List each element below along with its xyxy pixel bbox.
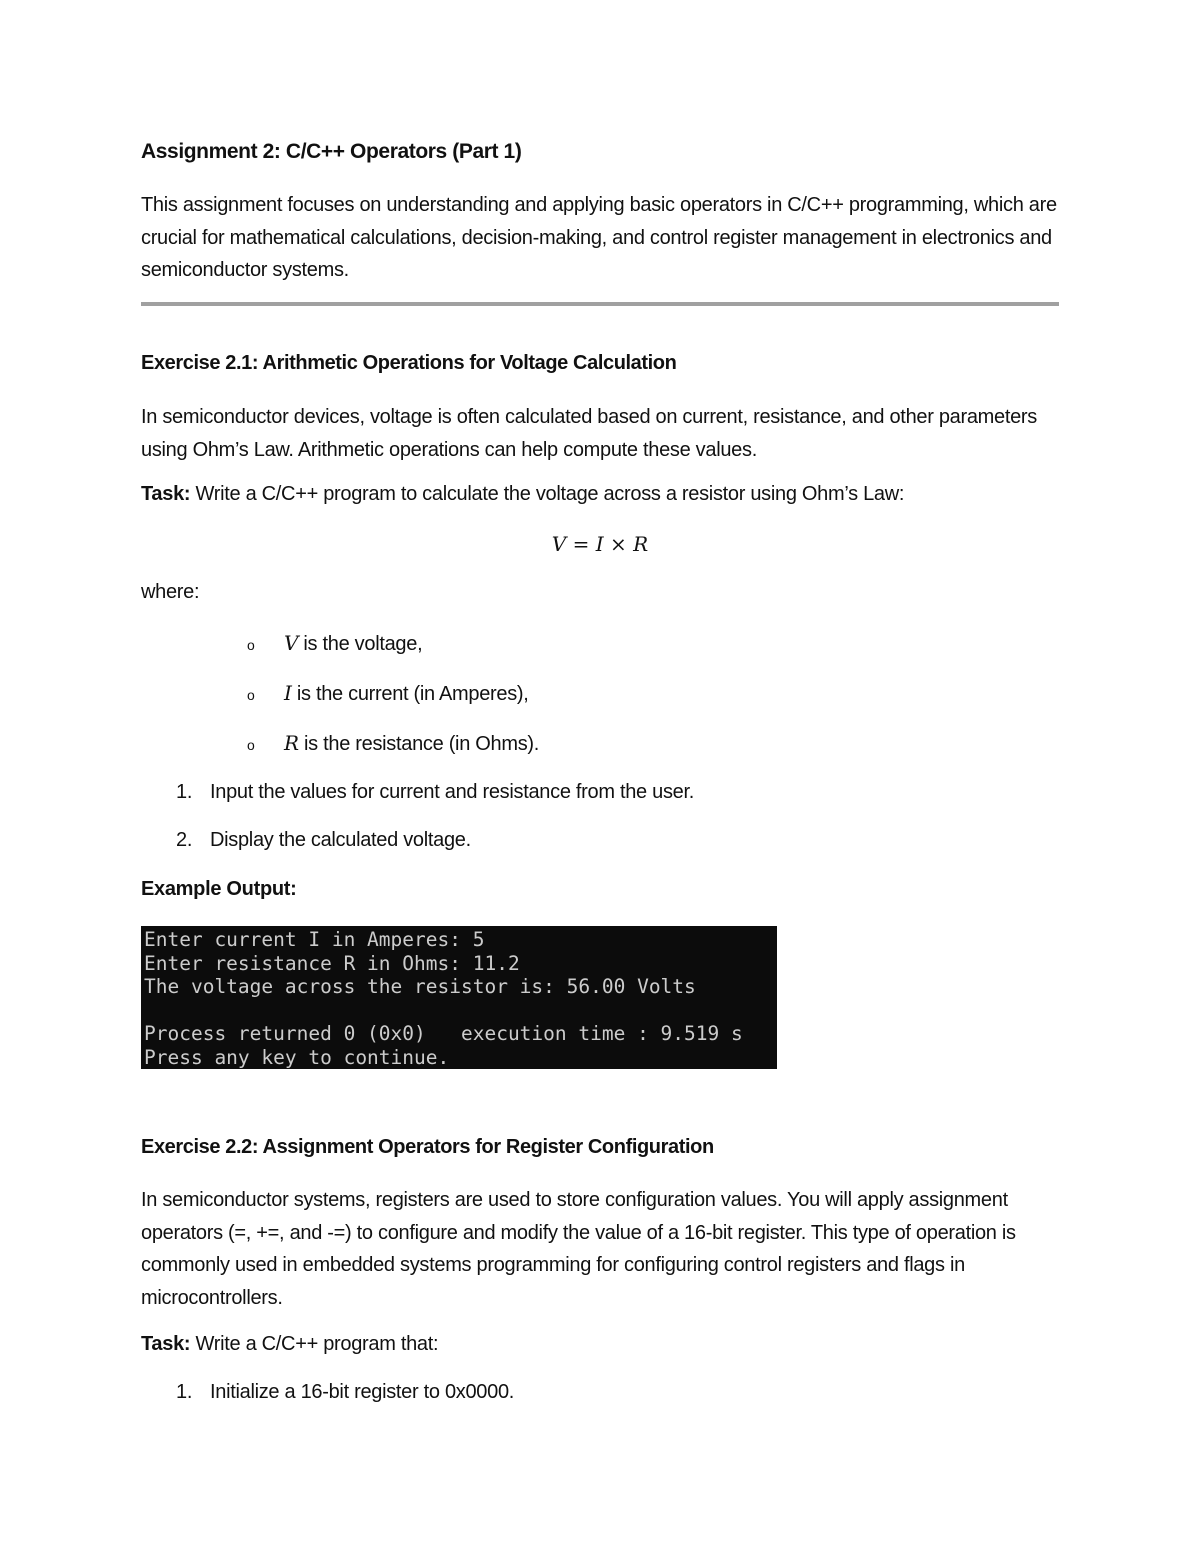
console-blank-line (144, 999, 777, 1023)
bullet-text: is the current (in Amperes), (291, 683, 529, 705)
console-line: The voltage across the resistor is: 56.00 Volts (144, 975, 696, 998)
formula-times: × (603, 532, 634, 556)
formula-i: I (595, 532, 604, 556)
where-label: where: (141, 581, 200, 603)
bullet-item (247, 631, 422, 656)
numbered-step (176, 781, 694, 804)
exercise-2-1-description: In semiconductor devices, voltage is often calculated based on current, resistance, and other parameters using Ohm’s Law. Arithmetic operations can help compute these values. (141, 406, 1037, 461)
bullet-symbol: V (284, 631, 299, 655)
ohms-law-formula (141, 532, 1059, 556)
bullet-item (247, 681, 529, 706)
console-line: Process returned 0 (0x0) execution time : 9.519 s (144, 1022, 743, 1045)
exercise-2-2-description: In semiconductor systems, registers are used to store configuration values. You will apply assignment operators (=, +=, and -=) to configure and modify the value of a 16-bit register. This type of operation is commonly used in embedded systems programming for configuring control registers and flags in microcontrollers. (141, 1189, 1016, 1309)
step-number: 1. (176, 1381, 193, 1403)
bullet-symbol: I (284, 681, 292, 705)
task-label: Task: (141, 483, 191, 505)
exercise-2-1-task (141, 483, 904, 506)
bullet-text: is the resistance (in Ohms). (298, 733, 540, 755)
bullet-marker: o (247, 737, 255, 753)
console-line: Enter current I in Amperes: 5 (144, 928, 485, 951)
task-text: Write a C/C++ program to calculate the voltage across a resistor using Ohm’s Law: (190, 483, 905, 505)
bullet-item (247, 731, 539, 756)
step-text: Initialize a 16-bit register to 0x0000. (210, 1381, 515, 1403)
exercise-2-1-heading: Exercise 2.1: Arithmetic Operations for Voltage Calculation (141, 352, 677, 374)
example-output-label: Example Output: (141, 878, 297, 900)
console-output (141, 926, 777, 1069)
formula-v: V (551, 532, 567, 556)
console-line: Press any key to continue. (144, 1045, 450, 1069)
step-text: Display the calculated voltage. (210, 829, 471, 851)
formula-equals: = (566, 532, 596, 556)
bullet-marker: o (247, 637, 255, 653)
formula-r: R (633, 532, 649, 556)
step-number: 1. (176, 781, 193, 803)
bullet-marker: o (247, 687, 255, 703)
exercise-2-2-heading: Exercise 2.2: Assignment Operators for Register Configuration (141, 1136, 714, 1158)
step-number: 2. (176, 829, 193, 851)
step-text: Input the values for current and resistance from the user. (210, 781, 694, 803)
console-line: Enter resistance R in Ohms: 11.2 (144, 951, 520, 975)
bullet-text: is the voltage, (298, 633, 423, 655)
numbered-step (176, 829, 471, 852)
document-page (141, 0, 1059, 1553)
page-title: Assignment 2: C/C++ Operators (Part 1) (141, 140, 522, 163)
task-text: Write a C/C++ program that: (190, 1333, 439, 1355)
intro-paragraph: This assignment focuses on understanding and applying basic operators in C/C++ programming, which are crucial for mathematical calculations, decision-making, and control register management in electronics and semiconductor systems. (141, 194, 1057, 281)
numbered-step (176, 1381, 514, 1404)
bullet-symbol: R (284, 731, 299, 755)
task-label: Task: (141, 1333, 191, 1355)
horizontal-divider (141, 302, 1059, 306)
exercise-2-2-task (141, 1333, 438, 1356)
